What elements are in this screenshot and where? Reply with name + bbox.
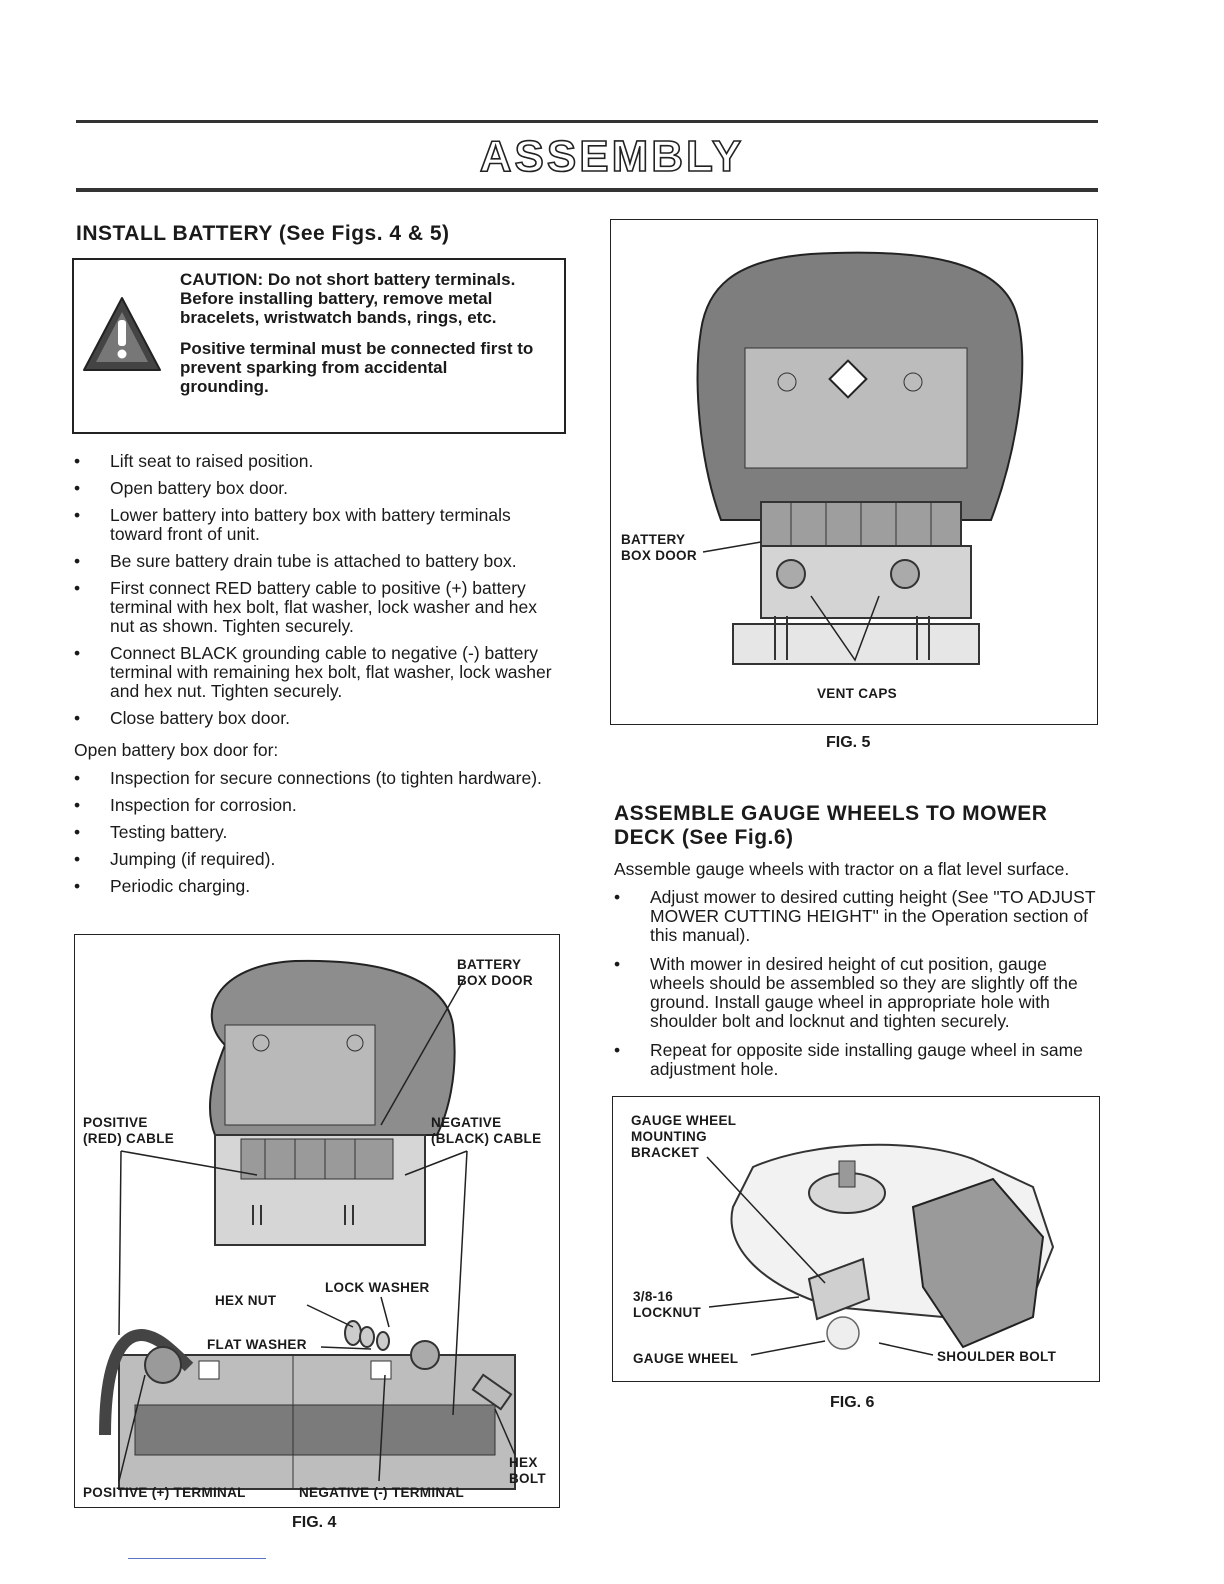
fig4-positive-terminal-label: POSITIVE (+) TERMINAL bbox=[83, 1485, 246, 1500]
fig6-locknut-label: 3/8-16 LOCKNUT bbox=[633, 1289, 702, 1320]
caution-box bbox=[72, 258, 566, 434]
fig4-flat-washer-label: FLAT WASHER bbox=[207, 1337, 307, 1352]
figure-6 bbox=[612, 1096, 1100, 1382]
fig4-positive-cable-label: POSITIVE (RED) CABLE bbox=[83, 1115, 175, 1146]
caution-warning: CAUTION: Do not short battery terminals. Before installing battery, remove metal bracelets, wristwatch bands, rings, etc. bbox=[180, 270, 516, 327]
figure-5 bbox=[610, 219, 1098, 725]
battery-steps bbox=[74, 452, 564, 736]
fig5-battery-box-door-label: BATTERY BOX DOOR bbox=[621, 532, 697, 563]
list-item: • Adjust mower to desired cutting height (See "TO ADJUST MOWER CUTTING HEIGHT" in the Operation section of this manual). bbox=[614, 887, 1096, 945]
list-item: • Jumping (if required). bbox=[74, 849, 276, 869]
list-item: • Lift seat to raised position. bbox=[74, 451, 314, 471]
fig4-lock-washer-label: LOCK WASHER bbox=[325, 1280, 430, 1295]
title-rule bbox=[76, 188, 1098, 192]
fig6-gauge-wheel-label: GAUGE WHEEL bbox=[633, 1351, 739, 1366]
fig6-caption: FIG. 6 bbox=[830, 1394, 875, 1411]
battery-heading: INSTALL BATTERY (See Figs. 4 & 5) bbox=[76, 222, 450, 245]
battery-box-illustration bbox=[611, 220, 1099, 726]
list-item: • Testing battery. bbox=[74, 822, 228, 842]
list-item: • Open battery box door. bbox=[74, 478, 289, 498]
gauge-steps bbox=[614, 888, 1100, 1087]
gauge-heading: ASSEMBLE GAUGE WHEELS TO MOWER DECK (See Fig.6) bbox=[614, 802, 1048, 849]
fig5-caption: FIG. 5 bbox=[826, 734, 871, 751]
footer-rule bbox=[128, 1558, 266, 1559]
figure-4 bbox=[74, 934, 560, 1508]
fig6-bracket-label: GAUGE WHEEL MOUNTING BRACKET bbox=[631, 1113, 737, 1160]
fig6-shoulder-bolt-label: SHOULDER BOLT bbox=[937, 1349, 1057, 1364]
list-item: • Inspection for corrosion. bbox=[74, 795, 297, 815]
top-rule bbox=[76, 120, 1098, 123]
page-title: ASSEMBLY bbox=[479, 132, 745, 181]
battery-install-illustration bbox=[75, 935, 561, 1509]
fig4-hex-bolt-label: HEX BOLT bbox=[509, 1455, 546, 1486]
fig4-negative-terminal-label: NEGATIVE (-) TERMINAL bbox=[299, 1485, 465, 1500]
list-item: • First connect RED battery cable to positive (+) battery terminal with hex bolt, flat washer, lock washer and hex nut as shown. Tighten securely. bbox=[74, 578, 538, 636]
caution-positive-first: Positive terminal must be connected first to prevent sparking from accidental grounding. bbox=[180, 339, 534, 396]
fig4-battery-box-door-label: BATTERY BOX DOOR bbox=[457, 957, 533, 988]
gauge-intro: Assemble gauge wheels with tractor on a flat level surface. bbox=[614, 859, 1070, 879]
list-item: • Connect BLACK grounding cable to negative (-) battery terminal with remaining hex bolt, flat washer, lock washer and hex nut. Tighten securely. bbox=[74, 643, 552, 701]
list-item: • Periodic charging. bbox=[74, 876, 251, 896]
fig4-hex-nut-label: HEX NUT bbox=[215, 1293, 277, 1308]
list-item: • Repeat for opposite side installing gauge wheel in same adjustment hole. bbox=[614, 1040, 1083, 1079]
fig5-vent-caps-label: VENT CAPS bbox=[817, 686, 897, 701]
list-item: • Inspection for secure connections (to tighten hardware). bbox=[74, 768, 542, 788]
warning-icon bbox=[74, 260, 174, 436]
list-item: • With mower in desired height of cut position, gauge wheels should be assembled so they are slightly off the ground. Install gauge wheel in appropriate hole with shoulder bolt and locknut and tighten securely. bbox=[614, 954, 1078, 1031]
list-item: • Close battery box door. bbox=[74, 708, 290, 728]
fig4-caption: FIG. 4 bbox=[292, 1514, 337, 1531]
list-item: • Lower battery into battery box with battery terminals toward front of unit. bbox=[74, 505, 511, 544]
list-item: • Be sure battery drain tube is attached to battery box. bbox=[74, 551, 517, 571]
fig4-negative-cable-label: NEGATIVE (BLACK) CABLE bbox=[431, 1115, 542, 1146]
open-for-intro: Open battery box door for: bbox=[74, 740, 279, 760]
caution-text bbox=[180, 270, 540, 408]
open-for-list bbox=[74, 769, 564, 904]
